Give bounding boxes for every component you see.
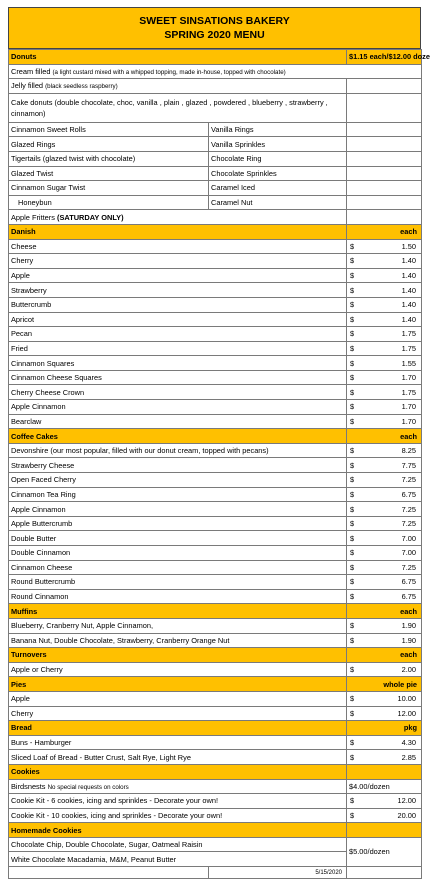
danish-item-price: 1.40 (361, 268, 422, 283)
currency-symbol: $ (347, 487, 361, 502)
danish-item-price: 1.75 (361, 385, 422, 400)
currency-symbol: $ (347, 239, 361, 254)
donut-cream-desc: (a light custard mixed with a whipped topping, made in-house, topped with chocolate) (52, 68, 286, 76)
menu-sheet (8, 7, 430, 879)
donut-jelly-name: Jelly filled (11, 81, 44, 91)
coffee_cakes-item-price: 7.00 (361, 531, 422, 546)
cookie-kit-row (9, 794, 422, 809)
danish-header-row (9, 224, 422, 239)
muffins-item-price: 1.90 (361, 618, 422, 633)
coffee_cakes-item-price: 6.75 (361, 589, 422, 604)
muffins-item-price: 1.90 (361, 633, 422, 648)
danish-item-name: Strawberry (9, 283, 347, 298)
muffins-item-name: Blueberry, Cranberry Nut, Apple Cinnamon, (9, 618, 347, 633)
danish-item-name: Apricot (9, 312, 347, 327)
currency-symbol: $ (347, 546, 361, 561)
bread-header-row (9, 721, 422, 736)
footer-row (9, 867, 422, 879)
danish-item-name: Apple Cinnamon (9, 400, 347, 415)
currency-symbol: $ (347, 254, 361, 269)
coffee_cakes-item-name: Apple Buttercrumb (9, 516, 347, 531)
coffee_cakes-header-row (9, 429, 422, 444)
coffee_cakes-item-row (9, 487, 422, 502)
coffee_cakes-item-name: Open Faced Cherry (9, 473, 347, 488)
homemade-line-1: Chocolate Chip, Double Chocolate, Sugar, Oatmeal Raisin (9, 837, 347, 852)
coffee_cakes-item-name: Strawberry Cheese (9, 458, 347, 473)
empty-cell (347, 79, 422, 94)
turnovers-header: Turnovers (9, 648, 347, 663)
danish-item-price: 1.75 (361, 327, 422, 342)
bread-header: Bread (9, 721, 347, 736)
muffins-unit: each (347, 604, 422, 619)
danish-item-price: 1.70 (361, 414, 422, 429)
danish-item-price: 1.40 (361, 254, 422, 269)
currency-symbol: $ (347, 633, 361, 648)
empty-cell (347, 137, 422, 152)
donut-item-right: Vanilla Rings (209, 122, 347, 137)
danish-item-row (9, 254, 422, 269)
currency-symbol: $ (347, 735, 361, 750)
currency-symbol: $ (347, 691, 361, 706)
donut-fritter-cell (9, 210, 347, 225)
turnovers-item-row (9, 662, 422, 677)
pies-unit: whole pie (347, 677, 422, 692)
danish-item-price: 1.40 (361, 297, 422, 312)
donut-item-right: Vanilla Sprinkles (209, 137, 347, 152)
muffins-item-name: Banana Nut, Double Chocolate, Strawberry, Cranberry Orange Nut (9, 633, 347, 648)
donut-jelly-cell (9, 79, 347, 94)
pies-header: Pies (9, 677, 347, 692)
coffee_cakes-item-row (9, 458, 422, 473)
pies-item-name: Cherry (9, 706, 347, 721)
danish-item-name: Cherry Cheese Crown (9, 385, 347, 400)
empty-cell (347, 823, 422, 838)
danish-item-row (9, 341, 422, 356)
coffee_cakes-item-price: 6.75 (361, 575, 422, 590)
coffee_cakes-item-price: 7.00 (361, 546, 422, 561)
currency-symbol: $ (347, 662, 361, 677)
coffee_cakes-item-row (9, 516, 422, 531)
currency-symbol: $ (347, 575, 361, 590)
danish-item-name: Cinnamon Squares (9, 356, 347, 371)
birdsnests-name: Birdsnests (11, 781, 46, 791)
turnovers-item-name: Apple or Cherry (9, 662, 347, 677)
menu-table (8, 49, 430, 879)
danish-item-row (9, 414, 422, 429)
danish-item-row (9, 400, 422, 415)
danish-item-price: 1.70 (361, 370, 422, 385)
coffee_cakes-item-name: Round Buttercrumb (9, 575, 347, 590)
homemade-price: $5.00/dozen (347, 837, 422, 866)
danish-item-name: Cheese (9, 239, 347, 254)
donut-item-right: Chocolate Ring (209, 151, 347, 166)
currency-symbol: $ (347, 589, 361, 604)
danish-item-name: Pecan (9, 327, 347, 342)
cookie-kit-price: 20.00 (361, 808, 422, 823)
donut-pair-row (9, 122, 422, 137)
danish-item-price: 1.40 (361, 283, 422, 298)
bakery-name: SWEET SINSATIONS BAKERY (139, 15, 290, 27)
cookie-kit-name: Cookie Kit - 10 cookies, icing and sprinkles - Decorate your own! (9, 808, 347, 823)
donut-jelly-desc: (black seedless raspberry) (45, 83, 118, 91)
currency-symbol: $ (347, 516, 361, 531)
empty-cell (347, 93, 422, 122)
currency-symbol: $ (347, 268, 361, 283)
donuts-header-row (9, 50, 422, 65)
danish-item-price: 1.50 (361, 239, 422, 254)
coffee_cakes-item-price: 7.25 (361, 516, 422, 531)
muffins-header: Muffins (9, 604, 347, 619)
empty-cell (347, 166, 422, 181)
currency-symbol: $ (347, 750, 361, 765)
coffee_cakes-header: Coffee Cakes (9, 429, 347, 444)
donut-pair-row (9, 195, 422, 210)
donuts-price: $1.15 each/$12.00 doze (347, 50, 422, 65)
coffee_cakes-item-row (9, 502, 422, 517)
currency-symbol: $ (347, 414, 361, 429)
muffins-header-row (9, 604, 422, 619)
bread-item-name: Buns - Hamburger (9, 735, 347, 750)
donut-cream-name: Cream filled (11, 66, 51, 76)
coffee_cakes-item-row (9, 546, 422, 561)
empty-cell (347, 151, 422, 166)
currency-symbol: $ (347, 370, 361, 385)
danish-item-price: 1.40 (361, 312, 422, 327)
donut-pair-row (9, 166, 422, 181)
bread-item-price: 4.30 (361, 735, 422, 750)
coffee_cakes-item-name: Apple Cinnamon (9, 502, 347, 517)
currency-symbol: $ (347, 794, 361, 809)
cookies-header: Cookies (9, 764, 347, 779)
donut-item-right: Caramel Nut (209, 195, 347, 210)
menu-title-block (8, 7, 421, 49)
currency-symbol: $ (347, 531, 361, 546)
currency-symbol: $ (347, 618, 361, 633)
turnovers-unit: each (347, 648, 422, 663)
danish-item-row (9, 312, 422, 327)
pies-item-price: 10.00 (361, 691, 422, 706)
coffee_cakes-item-price: 7.25 (361, 473, 422, 488)
danish-item-row (9, 297, 422, 312)
coffee_cakes-item-row (9, 589, 422, 604)
empty-cell (347, 867, 422, 879)
currency-symbol: $ (347, 356, 361, 371)
bread-item-row (9, 750, 422, 765)
pies-item-price: 12.00 (361, 706, 422, 721)
footer-date: 5/15/2020 (209, 867, 347, 879)
currency-symbol: $ (347, 341, 361, 356)
coffee_cakes-item-row (9, 473, 422, 488)
coffee_cakes-item-name: Cinnamon Cheese (9, 560, 347, 575)
pies-item-name: Apple (9, 691, 347, 706)
donut-pair-row (9, 151, 422, 166)
empty-cell (347, 195, 422, 210)
currency-symbol: $ (347, 385, 361, 400)
donut-fritter-note: (SATURDAY ONLY) (57, 212, 124, 222)
cookie-kit-price: 12.00 (361, 794, 422, 809)
donut-cake-cell: Cake donuts (double chocolate, choc, vanilla , plain , glazed , powdered , blueberry , strawberry , cinnamon) (9, 93, 347, 122)
coffee_cakes-item-price: 7.25 (361, 560, 422, 575)
donut-item-left: Glazed Twist (9, 166, 209, 181)
donut-cake-row (9, 93, 422, 122)
homemade-header-row (9, 823, 422, 838)
coffee_cakes-item-name: Double Butter (9, 531, 347, 546)
danish-item-row (9, 239, 422, 254)
coffee_cakes-item-name: Devonshire (our most popular, filled with our donut cream, topped with pecans) (9, 443, 347, 458)
currency-symbol: $ (347, 400, 361, 415)
empty-cell (347, 181, 422, 196)
muffins-item-row (9, 618, 422, 633)
donut-jelly-row (9, 79, 422, 94)
currency-symbol: $ (347, 327, 361, 342)
donut-cream-row (9, 64, 422, 79)
danish-item-row (9, 356, 422, 371)
currency-symbol: $ (347, 473, 361, 488)
currency-symbol: $ (347, 808, 361, 823)
coffee_cakes-item-row (9, 443, 422, 458)
pies-item-row (9, 691, 422, 706)
danish-item-row (9, 385, 422, 400)
currency-symbol: $ (347, 283, 361, 298)
turnovers-header-row (9, 648, 422, 663)
pies-header-row (9, 677, 422, 692)
bread-item-row (9, 735, 422, 750)
danish-header: Danish (9, 224, 347, 239)
empty-cell (347, 210, 422, 225)
danish-unit: each (347, 224, 422, 239)
danish-item-name: Fried (9, 341, 347, 356)
turnovers-item-price: 2.00 (361, 662, 422, 677)
donuts-header: Donuts (9, 50, 347, 65)
donut-item-left: Tigertails (glazed twist with chocolate) (9, 151, 209, 166)
bread-item-name: Sliced Loaf of Bread - Butter Crust, Salt Rye, Light Rye (9, 750, 347, 765)
coffee_cakes-item-row (9, 575, 422, 590)
donut-pair-row (9, 181, 422, 196)
donut-item-right: Chocolate Sprinkles (209, 166, 347, 181)
birdsnests-note: No special requests on colors (47, 783, 129, 791)
coffee_cakes-item-name: Double Cinnamon (9, 546, 347, 561)
coffee_cakes-item-name: Cinnamon Tea Ring (9, 487, 347, 502)
donut-item-left: Cinnamon Sweet Rolls (9, 122, 209, 137)
currency-symbol: $ (347, 458, 361, 473)
coffee_cakes-item-price: 7.75 (361, 458, 422, 473)
donut-fritter-name: Apple Fritters (11, 212, 55, 222)
currency-symbol: $ (347, 706, 361, 721)
homemade-line-2: White Chocolate Macadamia, M&M, Peanut Butter (9, 852, 347, 867)
currency-symbol: $ (347, 502, 361, 517)
danish-item-name: Cherry (9, 254, 347, 269)
danish-item-row (9, 327, 422, 342)
currency-symbol: $ (347, 312, 361, 327)
empty-cell (9, 867, 209, 879)
donut-item-left: Glazed Rings (9, 137, 209, 152)
danish-item-name: Cinnamon Cheese Squares (9, 370, 347, 385)
danish-item-name: Buttercrumb (9, 297, 347, 312)
cookie-kit-row (9, 808, 422, 823)
coffee_cakes-unit: each (347, 429, 422, 444)
donut-fritter-row (9, 210, 422, 225)
danish-item-name: Bearclaw (9, 414, 347, 429)
empty-cell (347, 764, 422, 779)
bread-unit: pkg (347, 721, 422, 736)
birdsnests-cell (9, 779, 347, 794)
coffee_cakes-item-row (9, 560, 422, 575)
donut-item-right: Caramel Iced (209, 181, 347, 196)
currency-symbol: $ (347, 560, 361, 575)
danish-item-row (9, 268, 422, 283)
coffee_cakes-item-price: 7.25 (361, 502, 422, 517)
currency-symbol: $ (347, 443, 361, 458)
danish-item-price: 1.75 (361, 341, 422, 356)
empty-cell (347, 122, 422, 137)
menu-season: SPRING 2020 MENU (164, 29, 265, 41)
donut-item-left: Honeybun (9, 195, 209, 210)
danish-item-row (9, 283, 422, 298)
coffee_cakes-item-row (9, 531, 422, 546)
homemade-header: Homemade Cookies (9, 823, 347, 838)
coffee_cakes-item-price: 6.75 (361, 487, 422, 502)
danish-item-name: Apple (9, 268, 347, 283)
muffins-item-row (9, 633, 422, 648)
donut-pair-row (9, 137, 422, 152)
coffee_cakes-item-price: 8.25 (361, 443, 422, 458)
birdsnests-row (9, 779, 422, 794)
donut-item-left: Cinnamon Sugar Twist (9, 181, 209, 196)
birdsnests-price: $4.00/dozen (347, 779, 422, 794)
coffee_cakes-item-name: Round Cinnamon (9, 589, 347, 604)
donut-cream-cell (9, 64, 422, 79)
danish-item-row (9, 370, 422, 385)
currency-symbol: $ (347, 297, 361, 312)
bread-item-price: 2.85 (361, 750, 422, 765)
cookies-header-row (9, 764, 422, 779)
homemade-row-1 (9, 837, 422, 852)
danish-item-price: 1.70 (361, 400, 422, 415)
cookie-kit-name: Cookie Kit - 6 cookies, icing and sprinkles - Decorate your own! (9, 794, 347, 809)
pies-item-row (9, 706, 422, 721)
danish-item-price: 1.55 (361, 356, 422, 371)
